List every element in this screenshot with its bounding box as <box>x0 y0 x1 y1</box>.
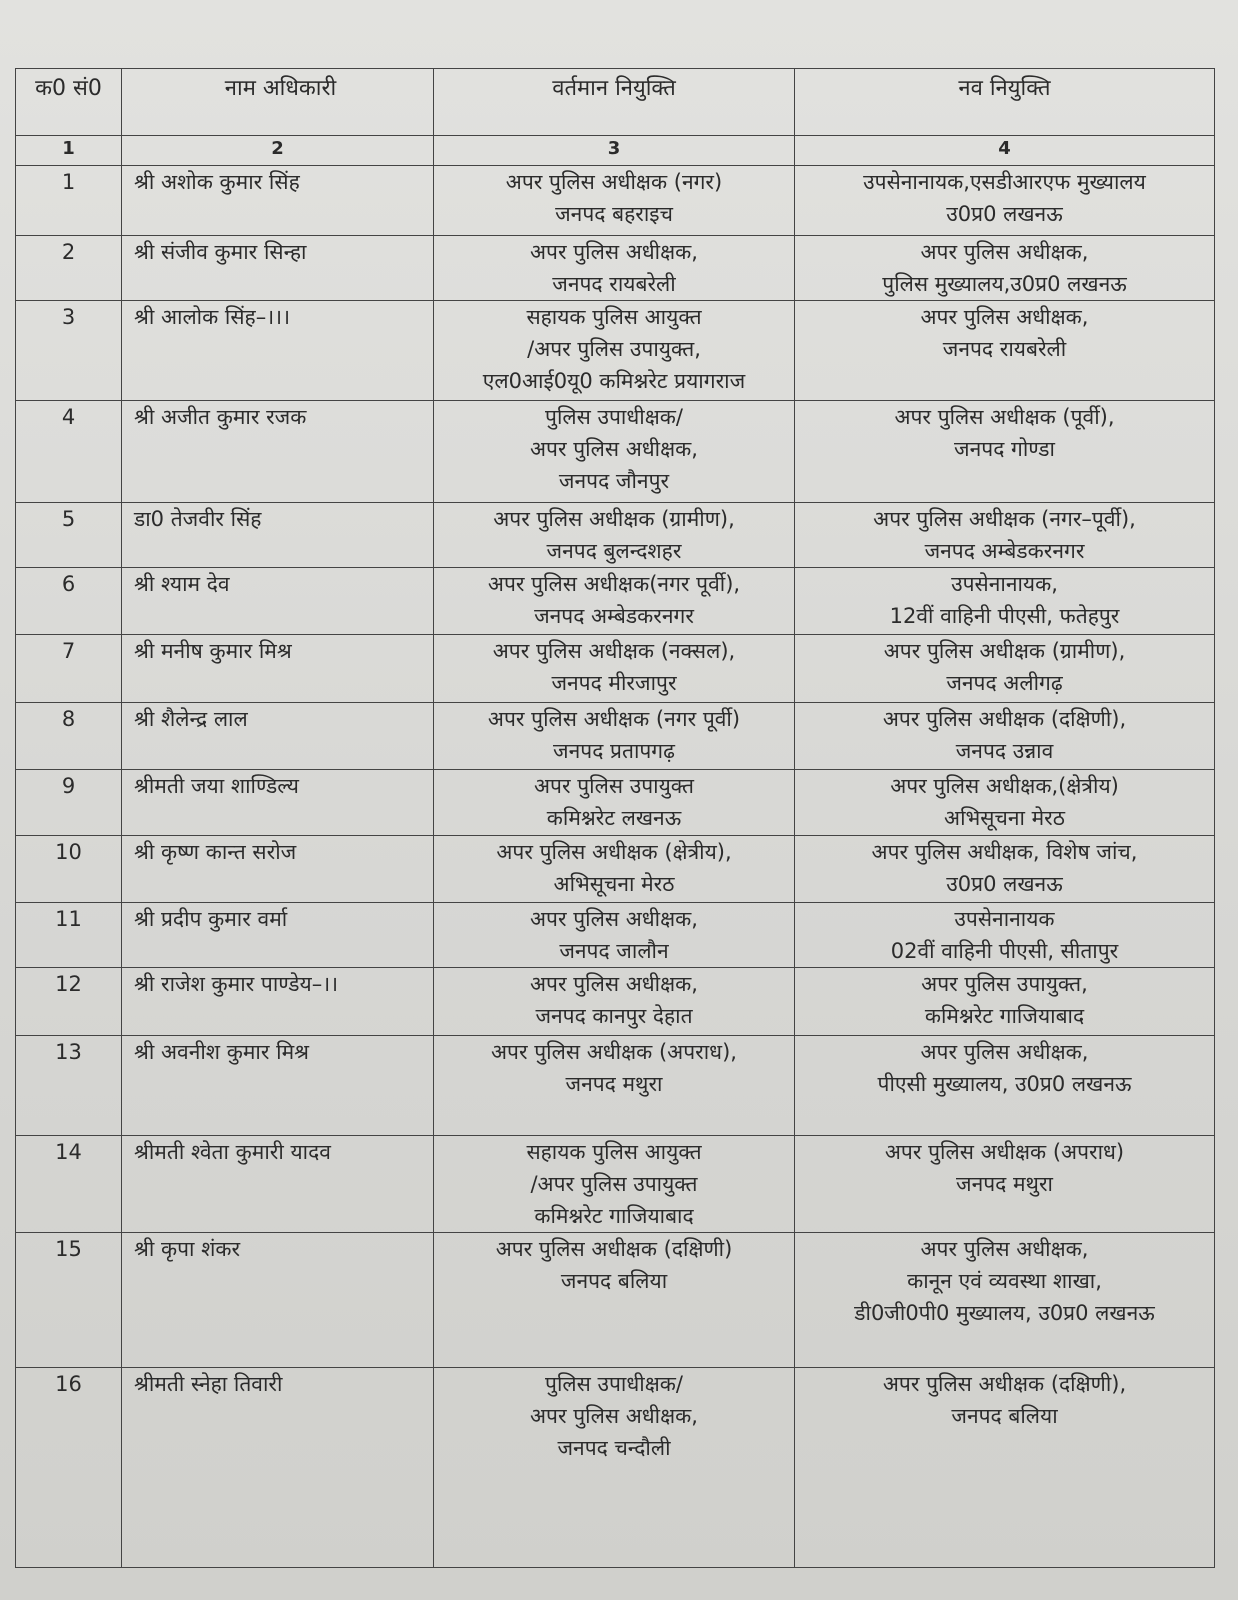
new-posting: अपर पुलिस अधीक्षक, पीएसी मुख्यालय, उ0प्र0 लखनऊ <box>795 1036 1215 1136</box>
serial-number: 12 <box>16 968 122 1036</box>
table-row <box>16 968 1215 1036</box>
table-row <box>16 503 1215 568</box>
header-name: नाम अधिकारी <box>122 69 434 136</box>
table-row <box>16 401 1215 503</box>
current-posting: अपर पुलिस अधीक्षक (नगर पूर्वी) जनपद प्रतापगढ़ <box>434 703 795 770</box>
table-row <box>16 635 1215 703</box>
serial-number: 4 <box>16 401 122 503</box>
officer-name: श्री कृष्ण कान्त सरोज <box>122 836 434 903</box>
serial-number: 10 <box>16 836 122 903</box>
column-number: 2 <box>122 136 434 166</box>
serial-number: 14 <box>16 1136 122 1233</box>
serial-number: 7 <box>16 635 122 703</box>
column-number-row <box>16 136 1215 166</box>
current-posting: अपर पुलिस अधीक्षक (नक्सल), जनपद मीरजापुर <box>434 635 795 703</box>
table-row <box>16 1136 1215 1233</box>
serial-number: 6 <box>16 568 122 635</box>
officer-name: श्रीमती श्वेता कुमारी यादव <box>122 1136 434 1233</box>
serial-number: 11 <box>16 903 122 968</box>
column-number: 1 <box>16 136 122 166</box>
current-posting: अपर पुलिस अधीक्षक, जनपद कानपुर देहात <box>434 968 795 1036</box>
table-row <box>16 836 1215 903</box>
table-row <box>16 703 1215 770</box>
current-posting: अपर पुलिस उपायुक्त कमिश्नरेट लखनऊ <box>434 770 795 836</box>
header-row <box>16 69 1215 136</box>
new-posting: अपर पुलिस अधीक्षक (ग्रामीण), जनपद अलीगढ़ <box>795 635 1215 703</box>
new-posting: अपर पुलिस अधीक्षक, पुलिस मुख्यालय,उ0प्र0 लखनऊ <box>795 236 1215 301</box>
officer-name: डा0 तेजवीर सिंह <box>122 503 434 568</box>
new-posting: अपर पुलिस अधीक्षक (अपराध) जनपद मथुरा <box>795 1136 1215 1233</box>
current-posting: पुलिस उपाधीक्षक/ अपर पुलिस अधीक्षक, जनपद जौनपुर <box>434 401 795 503</box>
new-posting: अपर पुलिस अधीक्षक (पूर्वी), जनपद गोण्डा <box>795 401 1215 503</box>
column-number: 3 <box>434 136 795 166</box>
officer-name: श्री प्रदीप कुमार वर्मा <box>122 903 434 968</box>
serial-number: 8 <box>16 703 122 770</box>
transfer-table <box>15 68 1215 1568</box>
officer-name: श्री संजीव कुमार सिन्हा <box>122 236 434 301</box>
current-posting: अपर पुलिस अधीक्षक (नगर) जनपद बहराइच <box>434 166 795 236</box>
table-row <box>16 1233 1215 1368</box>
table-row <box>16 236 1215 301</box>
current-posting: अपर पुलिस अधीक्षक (ग्रामीण), जनपद बुलन्दशहर <box>434 503 795 568</box>
table-row <box>16 1368 1215 1568</box>
new-posting: उपसेनानायक,एसडीआरएफ मुख्यालय उ0प्र0 लखनऊ <box>795 166 1215 236</box>
officer-name: श्री शैलेन्द्र लाल <box>122 703 434 770</box>
new-posting: उपसेनानायक, 12वीं वाहिनी पीएसी, फतेहपुर <box>795 568 1215 635</box>
current-posting: अपर पुलिस अधीक्षक, जनपद जालौन <box>434 903 795 968</box>
serial-number: 5 <box>16 503 122 568</box>
current-posting: अपर पुलिस अधीक्षक (क्षेत्रीय), अभिसूचना मेरठ <box>434 836 795 903</box>
serial-number: 9 <box>16 770 122 836</box>
serial-number: 16 <box>16 1368 122 1568</box>
header-sno: क0 सं0 <box>16 69 122 136</box>
officer-name: श्री आलोक सिंह–।।। <box>122 301 434 401</box>
new-posting: अपर पुलिस अधीक्षक, विशेष जांच, उ0प्र0 लखनऊ <box>795 836 1215 903</box>
new-posting: अपर पुलिस अधीक्षक, कानून एवं व्यवस्था शाखा, डी0जी0पी0 मुख्यालय, उ0प्र0 लखनऊ <box>795 1233 1215 1368</box>
table-row <box>16 301 1215 401</box>
table-row <box>16 1036 1215 1136</box>
officer-name: श्रीमती जया शाण्डिल्य <box>122 770 434 836</box>
officer-name: श्री कृपा शंकर <box>122 1233 434 1368</box>
table-row <box>16 166 1215 236</box>
table-row <box>16 770 1215 836</box>
officer-name: श्री अवनीश कुमार मिश्र <box>122 1036 434 1136</box>
new-posting: अपर पुलिस अधीक्षक,(क्षेत्रीय) अभिसूचना मेरठ <box>795 770 1215 836</box>
new-posting: उपसेनानायक 02वीं वाहिनी पीएसी, सीतापुर <box>795 903 1215 968</box>
current-posting: अपर पुलिस अधीक्षक, जनपद रायबरेली <box>434 236 795 301</box>
current-posting: सहायक पुलिस आयुक्त /अपर पुलिस उपायुक्त कमिश्नरेट गाजियाबाद <box>434 1136 795 1233</box>
serial-number: 13 <box>16 1036 122 1136</box>
new-posting: अपर पुलिस अधीक्षक (दक्षिणी), जनपद बलिया <box>795 1368 1215 1568</box>
current-posting: अपर पुलिस अधीक्षक(नगर पूर्वी), जनपद अम्बेडकरनगर <box>434 568 795 635</box>
new-posting: अपर पुलिस अधीक्षक, जनपद रायबरेली <box>795 301 1215 401</box>
current-posting: पुलिस उपाधीक्षक/ अपर पुलिस अधीक्षक, जनपद चन्दौली <box>434 1368 795 1568</box>
serial-number: 15 <box>16 1233 122 1368</box>
current-posting: अपर पुलिस अधीक्षक (दक्षिणी) जनपद बलिया <box>434 1233 795 1368</box>
serial-number: 3 <box>16 301 122 401</box>
header-current-posting: वर्तमान नियुक्ति <box>434 69 795 136</box>
new-posting: अपर पुलिस अधीक्षक (दक्षिणी), जनपद उन्नाव <box>795 703 1215 770</box>
new-posting: अपर पुलिस अधीक्षक (नगर–पूर्वी), जनपद अम्बेडकरनगर <box>795 503 1215 568</box>
table-row <box>16 903 1215 968</box>
new-posting: अपर पुलिस उपायुक्त, कमिश्नरेट गाजियाबाद <box>795 968 1215 1036</box>
officer-name: श्रीमती स्नेहा तिवारी <box>122 1368 434 1568</box>
table-row <box>16 568 1215 635</box>
column-number: 4 <box>795 136 1215 166</box>
serial-number: 1 <box>16 166 122 236</box>
current-posting: अपर पुलिस अधीक्षक (अपराध), जनपद मथुरा <box>434 1036 795 1136</box>
officer-name: श्री श्याम देव <box>122 568 434 635</box>
officer-name: श्री मनीष कुमार मिश्र <box>122 635 434 703</box>
current-posting: सहायक पुलिस आयुक्त /अपर पुलिस उपायुक्त, एल0आई0यू0 कमिश्नरेट प्रयागराज <box>434 301 795 401</box>
officer-name: श्री अशोक कुमार सिंह <box>122 166 434 236</box>
header-new-posting: नव नियुक्ति <box>795 69 1215 136</box>
officer-name: श्री राजेश कुमार पाण्डेय–।। <box>122 968 434 1036</box>
officer-name: श्री अजीत कुमार रजक <box>122 401 434 503</box>
serial-number: 2 <box>16 236 122 301</box>
